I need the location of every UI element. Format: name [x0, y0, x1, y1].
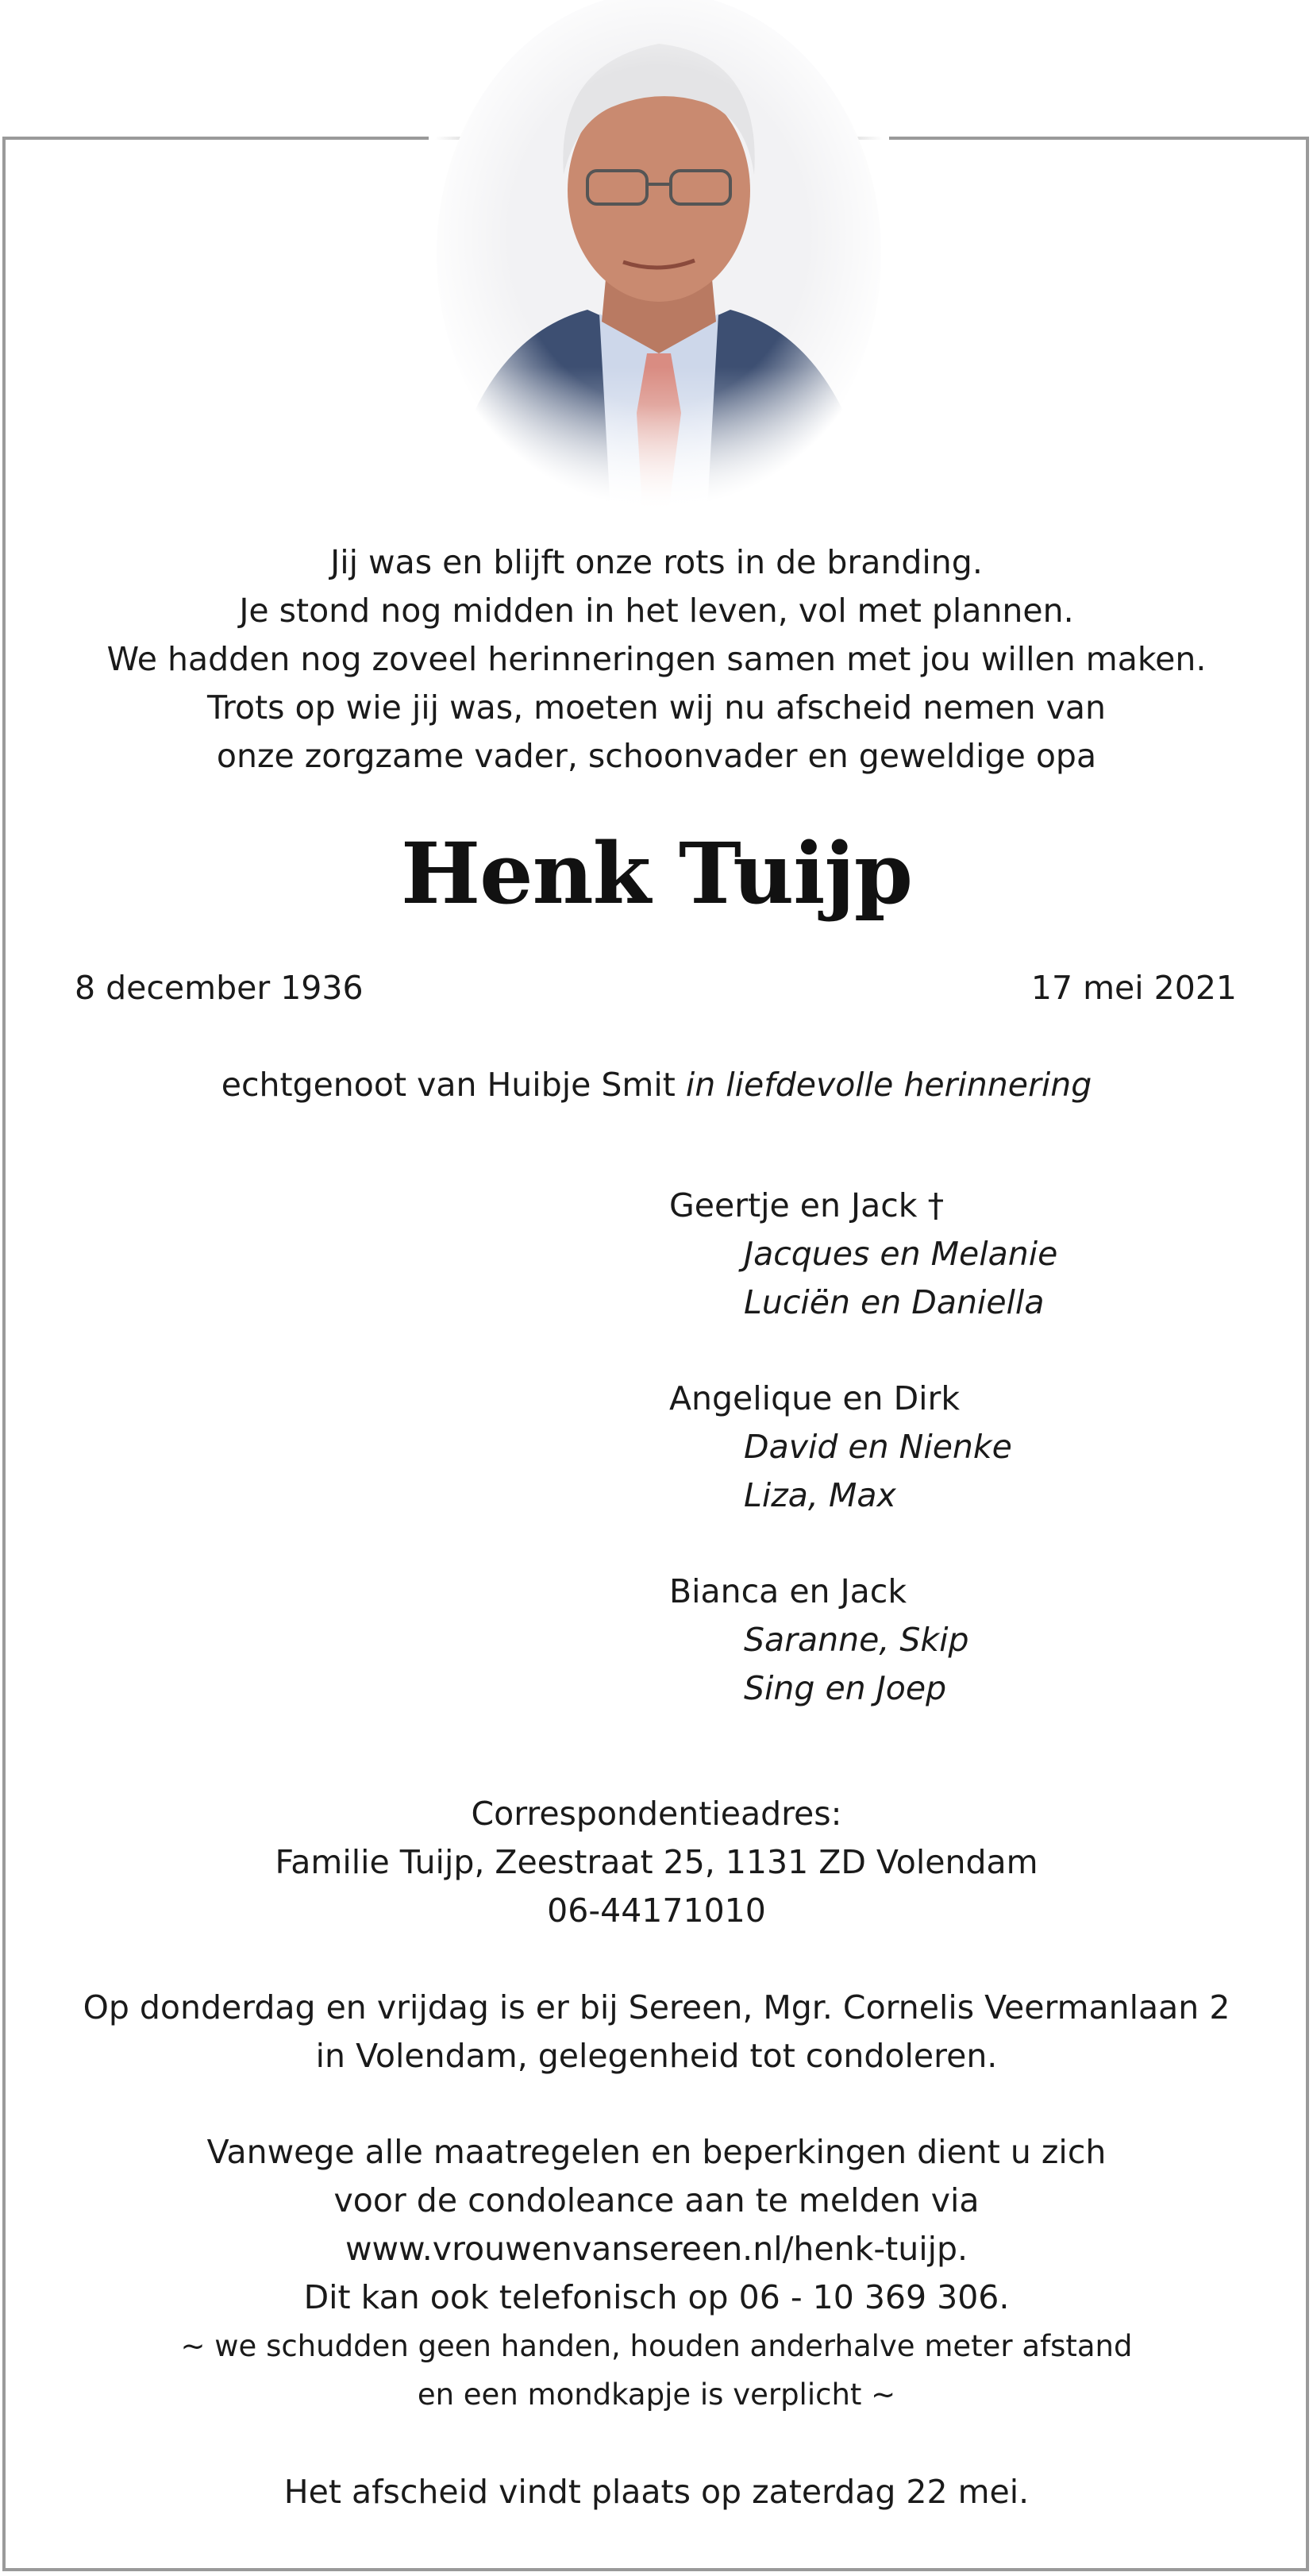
family-child: Sing en Joep — [744, 1669, 947, 1707]
verse-line: Trots op wie jij was, moeten wij nu afscheid nemen van — [207, 688, 1106, 727]
spouse-text: echtgenoot van Huibje Smit — [221, 1066, 676, 1104]
family-child: David en Nienke — [744, 1428, 1012, 1466]
notice-website: www.vrouwenvansereen.nl/henk-tuijp. — [345, 2230, 968, 2268]
notice-rules-line: en een mondkapje is verplicht ~ — [417, 2377, 896, 2412]
verse-line: Je stond nog midden in het leven, vol met plannen. — [239, 592, 1074, 630]
correspondence-block — [0, 1790, 1313, 1935]
notice-phone-line: Dit kan ook telefonisch op 06 - 10 369 306. — [303, 2278, 1010, 2316]
portrait-photo — [429, 0, 889, 524]
correspondence-address: Familie Tuijp, Zeestraat 25, 1131 ZD Volendam — [275, 1843, 1038, 1881]
family-child: Jacques en Melanie — [744, 1235, 1058, 1273]
verse-line: onze zorgzame vader, schoonvader en geweldige opa — [216, 737, 1097, 775]
verse-line: Jij was en blijft onze rots in de branding. — [330, 543, 983, 581]
notice-line: voor de condoleance aan te melden via — [333, 2181, 980, 2219]
notice-rules-line: ~ we schudden geen handen, houden anderhalve meter afstand — [180, 2329, 1133, 2363]
family-group — [669, 1568, 1057, 1713]
family-list — [669, 1182, 1057, 1760]
family-parent: Geertje en Jack † — [669, 1186, 945, 1224]
death-date: 17 mei 2021 — [1030, 969, 1237, 1007]
spouse-line — [0, 1064, 1313, 1105]
correspondence-label: Correspondentieadres: — [471, 1795, 842, 1833]
memorial-phrase: in liefdevolle herinnering — [685, 1066, 1092, 1104]
condolence-line: in Volendam, gelegenheid tot condoleren. — [315, 2037, 998, 2075]
family-child: Liza, Max — [744, 1476, 896, 1514]
farewell-line: Het afscheid vindt plaats op zaterdag 22 mei. — [283, 2473, 1030, 2511]
family-parent: Angelique en Dirk — [669, 1379, 961, 1417]
family-group — [669, 1182, 1057, 1327]
verse-line: We hadden nog zoveel herinneringen samen met jou willen maken. — [106, 640, 1207, 678]
family-group — [669, 1375, 1057, 1520]
correspondence-phone: 06-44171010 — [547, 1892, 766, 1930]
memorial-verse — [0, 538, 1313, 781]
family-child: Luciën en Daniella — [744, 1283, 1045, 1321]
birth-date: 8 december 1936 — [75, 969, 364, 1007]
notice-line: Vanwege alle maatregelen en beperkingen dient u zich — [206, 2133, 1107, 2171]
family-parent: Bianca en Jack — [669, 1572, 907, 1610]
condolence-block — [0, 1984, 1313, 2080]
notice-block — [0, 2128, 1313, 2419]
condolence-line: Op donderdag en vrijdag is er bij Sereen, Mgr. Cornelis Veermanlaan 2 — [83, 1988, 1230, 2026]
deceased-name: Henk Tuijp — [401, 823, 912, 923]
family-child: Saranne, Skip — [744, 1621, 969, 1659]
